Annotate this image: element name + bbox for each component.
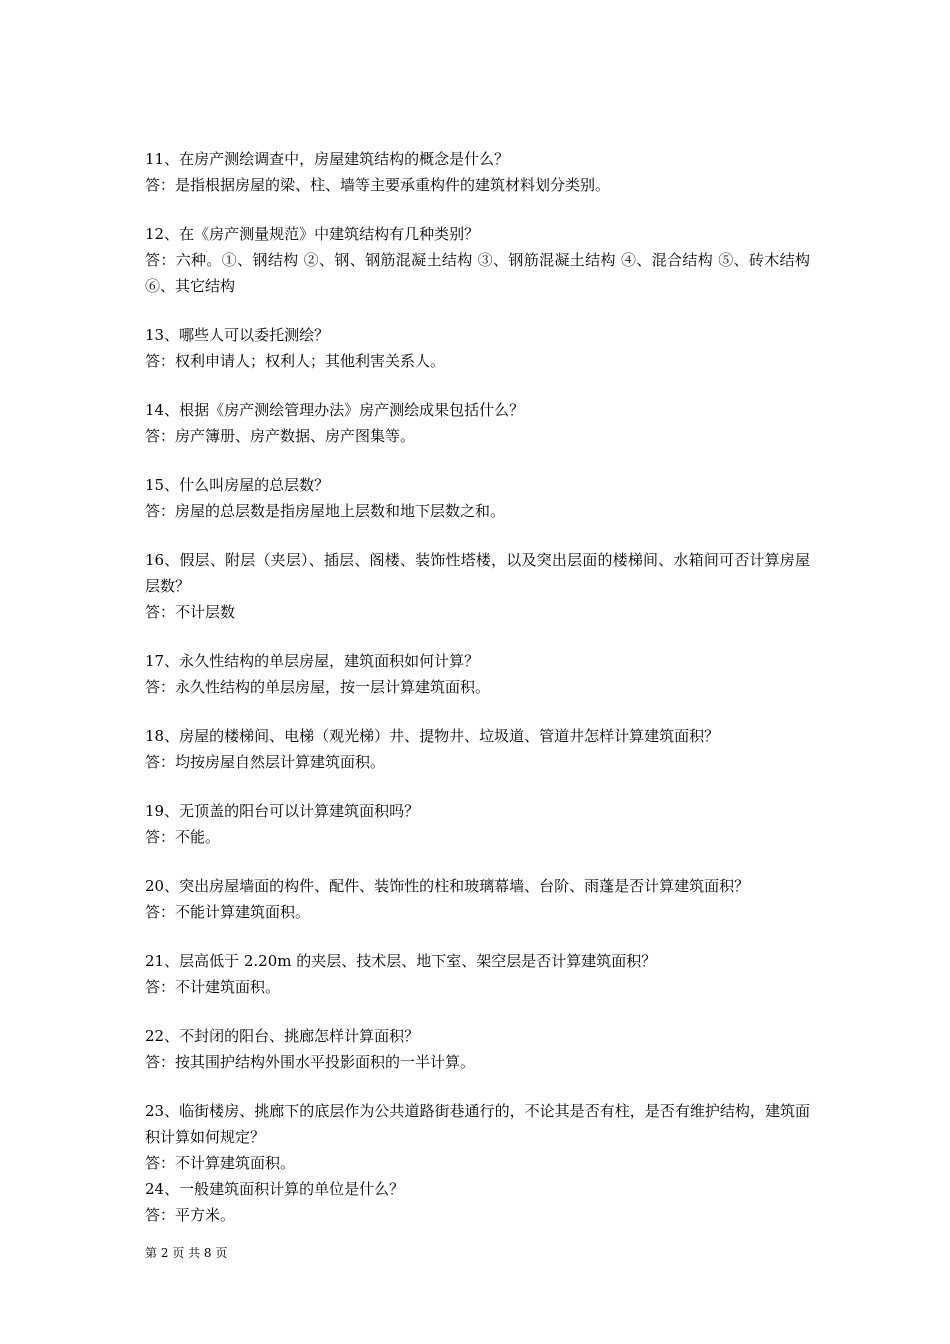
question-text: 20、突出房屋墙面的构件、配件、装饰性的柱和玻璃幕墙、台阶、雨蓬是否计算建筑面积？: [145, 877, 750, 895]
qa-item-15: [145, 472, 810, 524]
answer-text: 答：权利申请人；权利人；其他利害关系人。: [145, 352, 446, 370]
qa-item-18: [145, 723, 810, 775]
question-text: 11、在房产测绘调查中，房屋建筑结构的概念是什么？: [145, 150, 510, 168]
qa-item-14: [145, 397, 810, 449]
question-text: 17、永久性结构的单层房屋，建筑面积如何计算？: [145, 652, 480, 670]
qa-item-23: [145, 1098, 810, 1176]
answer-text: 答：房产簿册、房产数据、房产图集等。: [145, 427, 416, 445]
answer-text: 答：永久性结构的单层房屋，按一层计算建筑面积。: [145, 678, 491, 696]
document-body: [145, 146, 810, 1228]
answer-text: 答：不计算建筑面积。: [145, 1154, 296, 1172]
answer-text: 答：均按房屋自然层计算建筑面积。: [145, 753, 386, 771]
answer-text: 答：平方米。: [145, 1206, 236, 1224]
question-text: 13、哪些人可以委托测绘？: [145, 326, 330, 344]
answer-text: 答：不计层数: [145, 603, 236, 621]
answer-text: 答：按其围护结构外围水平投影面积的一半计算。: [145, 1053, 476, 1071]
qa-item-11: [145, 146, 810, 198]
answer-text: 答：不计建筑面积。: [145, 978, 281, 996]
question-text: 14、根据《房产测绘管理办法》房产测绘成果包括什么？: [145, 401, 525, 419]
answer-text: 答：不能计算建筑面积。: [145, 903, 311, 921]
page-number-footer: 第 2 页 共 8 页: [145, 1246, 228, 1260]
answer-text: 答：六种。①、钢结构 ②、钢、钢筋混凝土结构 ③、钢筋混凝土结构 ④、混合结构 ⑤、砖木结构 ⑥、其它结构: [145, 251, 810, 295]
qa-item-16: [145, 547, 810, 625]
answer-text: 答：是指根据房屋的梁、柱、墙等主要承重构件的建筑材料划分类别。: [145, 176, 611, 194]
qa-item-17: [145, 648, 810, 700]
question-text: 16、假层、附层（夹层）、插层、阁楼、装饰性塔楼，以及突出层面的楼梯间、水箱间可否计算房屋层数？: [145, 551, 810, 595]
answer-text: 答：不能。: [145, 828, 221, 846]
answer-text: 答：房屋的总层数是指房屋地上层数和地下层数之和。: [145, 502, 506, 520]
qa-item-19: [145, 798, 810, 850]
qa-item-13: [145, 322, 810, 374]
question-text: 22、不封闭的阳台、挑廊怎样计算面积？: [145, 1027, 420, 1045]
qa-item-20: [145, 873, 810, 925]
question-text: 19、无顶盖的阳台可以计算建筑面积吗？: [145, 802, 420, 820]
qa-item-24: [145, 1176, 810, 1228]
question-text: 21、层高低于 2.20m 的夹层、技术层、地下室、架空层是否计算建筑面积？: [145, 952, 657, 970]
question-text: 12、在《房产测量规范》中建筑结构有几种类别？: [145, 225, 480, 243]
question-text: 18、房屋的楼梯间、电梯（观光梯）井、提物井、垃圾道、管道井怎样计算建筑面积？: [145, 727, 720, 745]
question-text: 15、什么叫房屋的总层数？: [145, 476, 330, 494]
question-text: 24、一般建筑面积计算的单位是什么？: [145, 1180, 405, 1198]
qa-item-21: [145, 948, 810, 1000]
question-text: 23、临街楼房、挑廊下的底层作为公共道路街巷通行的，不论其是否有柱，是否有维护结构，建筑面积计算如何规定？: [145, 1102, 810, 1146]
qa-item-12: [145, 221, 810, 299]
qa-item-22: [145, 1023, 810, 1075]
